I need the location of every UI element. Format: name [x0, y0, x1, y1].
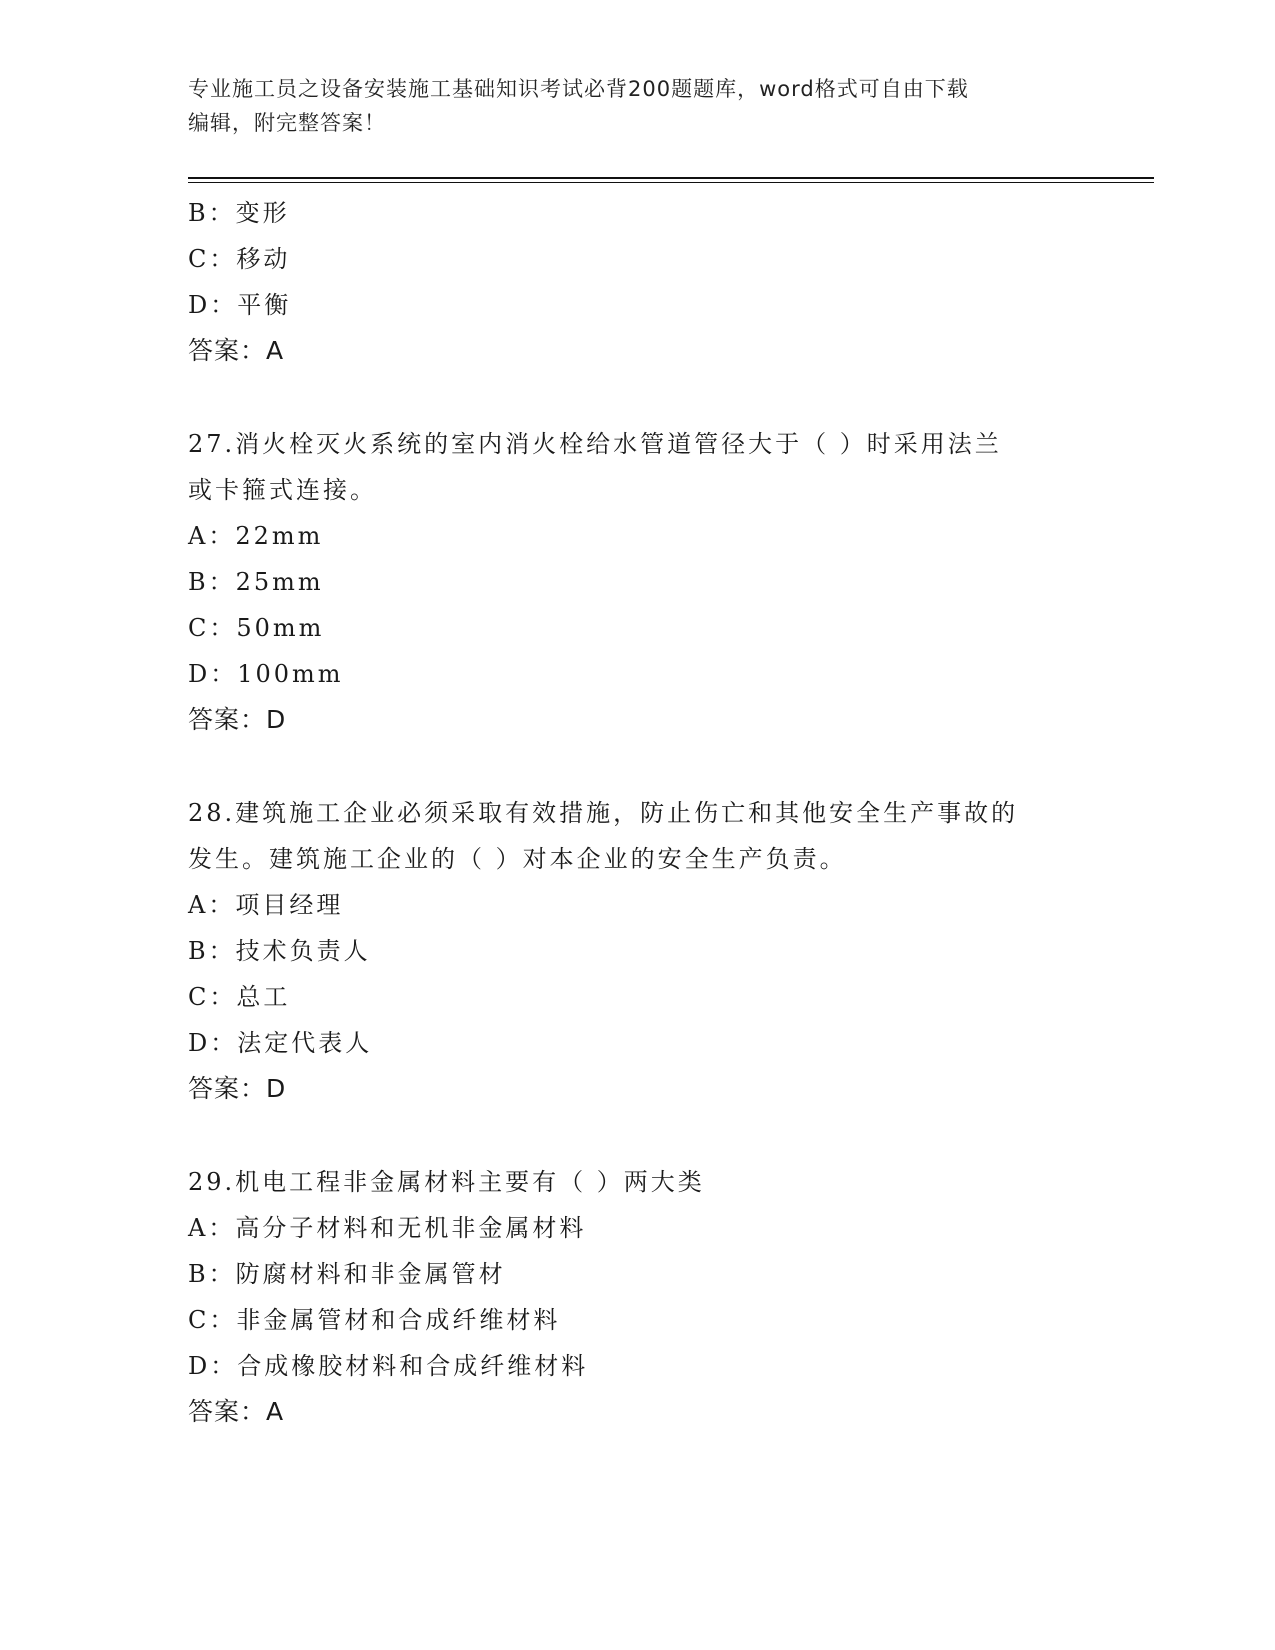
header-rule-thick	[188, 177, 1154, 179]
option-b: B：变形	[188, 199, 290, 227]
option-d: D：平衡	[188, 291, 292, 319]
question-block-27	[188, 421, 1088, 743]
header-line-2: 编辑，附完整答案！	[188, 111, 386, 135]
question-stem-line: 28.建筑施工企业必须采取有效措施，防止伤亡和其他安全生产事故的	[188, 799, 1019, 827]
option-c: C：50mm	[188, 614, 325, 642]
option-d: D：合成橡胶材料和合成纤维材料	[188, 1352, 589, 1380]
option-b: B：防腐材料和非金属管材	[188, 1260, 506, 1288]
option-b: B：25mm	[188, 568, 324, 596]
answer: 答案：A	[188, 336, 285, 365]
header-line-1: 专业施工员之设备安装施工基础知识考试必背200题题库，word格式可自由下载	[188, 77, 969, 101]
answer: 答案：A	[188, 1397, 285, 1426]
option-a: A：项目经理	[188, 891, 344, 919]
question-block-29	[188, 1159, 1088, 1435]
option-d: D：100mm	[188, 660, 344, 688]
header-rule-thin	[188, 182, 1154, 183]
question-stem-line: 27.消火栓灭火系统的室内消火栓给水管道管径大于（ ）时采用法兰	[188, 430, 1002, 458]
answer: 答案：D	[188, 705, 287, 734]
option-a: A：22mm	[188, 522, 324, 550]
question-stem-line: 29.机电工程非金属材料主要有（ ）两大类	[188, 1168, 705, 1196]
option-c: C：移动	[188, 245, 291, 273]
document-header	[188, 72, 1068, 140]
answer: 答案：D	[188, 1074, 287, 1103]
option-d: D：法定代表人	[188, 1029, 373, 1057]
question-list	[188, 190, 1088, 1435]
option-b: B：技术负责人	[188, 937, 371, 965]
option-c: C：总工	[188, 983, 291, 1011]
question-stem-line: 发生。建筑施工企业的（ ）对本企业的安全生产负责。	[188, 845, 847, 873]
question-block-partial	[188, 190, 1088, 374]
option-a: A：高分子材料和无机非金属材料	[188, 1214, 587, 1242]
option-c: C：非金属管材和合成纤维材料	[188, 1306, 561, 1334]
question-block-28	[188, 790, 1088, 1112]
question-stem-line: 或卡箍式连接。	[188, 476, 377, 504]
